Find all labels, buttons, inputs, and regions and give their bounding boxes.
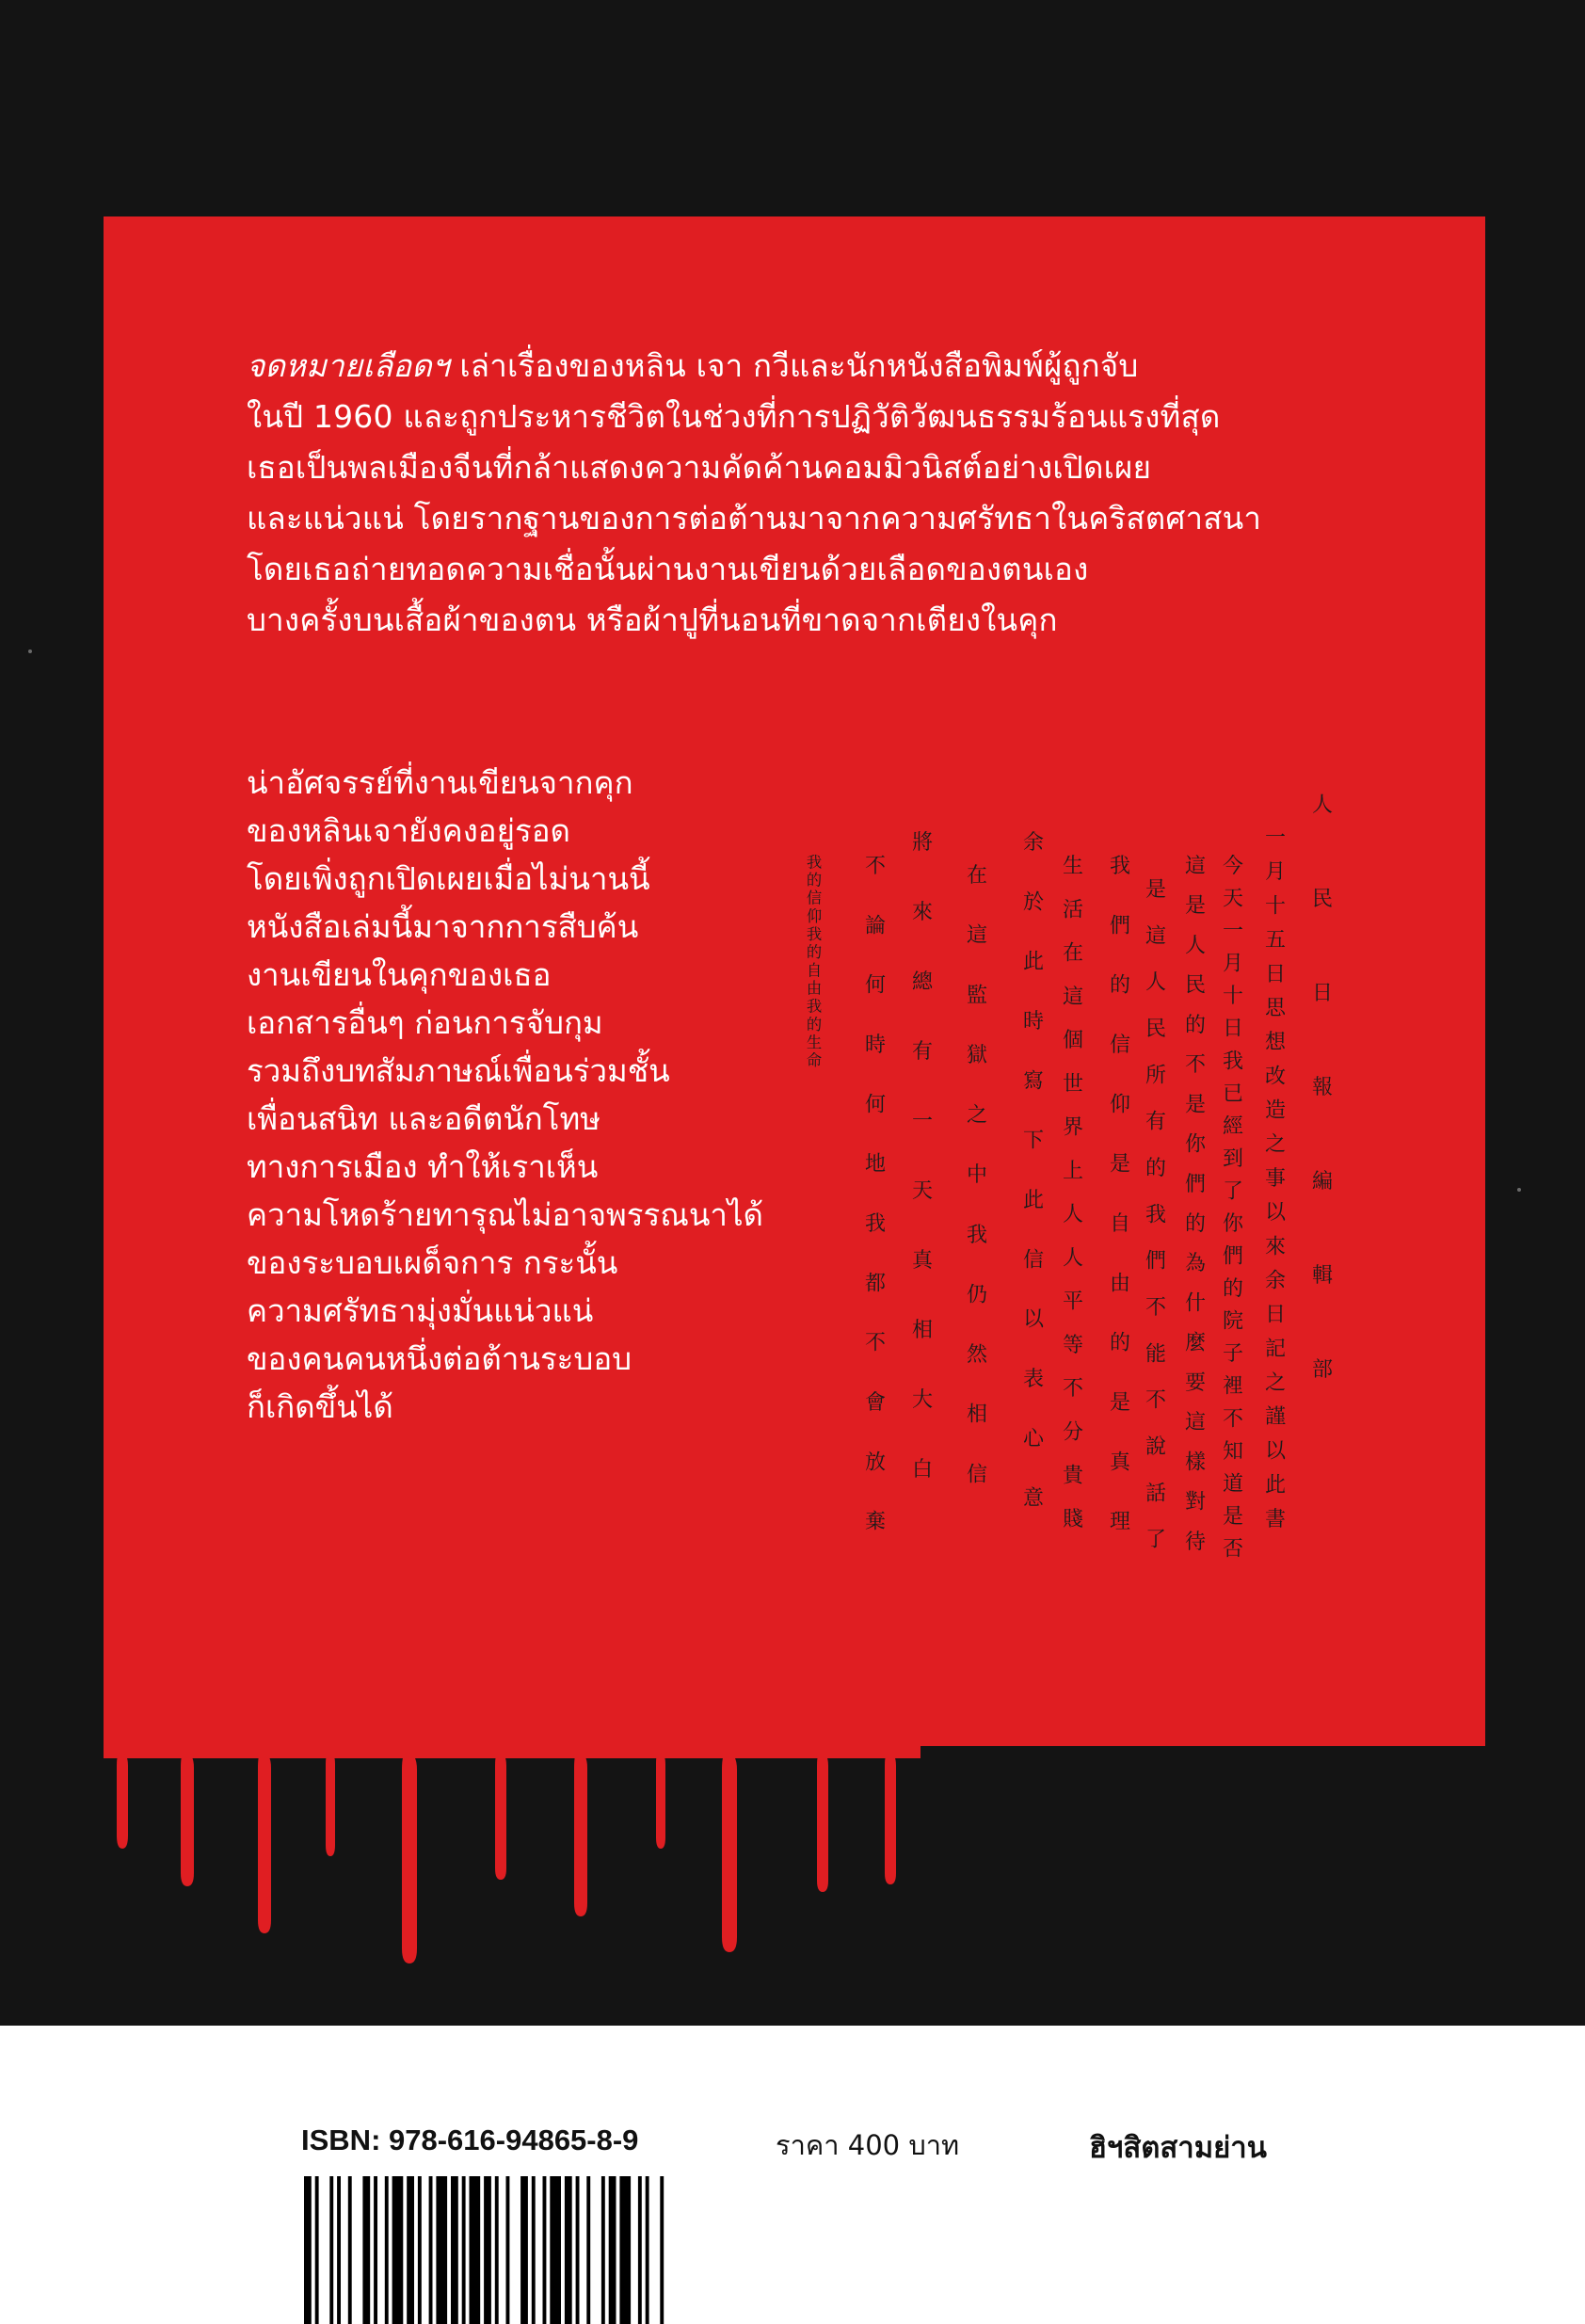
- letter-glyph: 是: [1109, 1391, 1131, 1415]
- letter-glyph: 的: [806, 943, 823, 962]
- letter-glyph: 我: [1109, 855, 1131, 878]
- barcode-bar: [337, 2176, 341, 2324]
- letter-glyph: 民: [1145, 1018, 1167, 1041]
- letter-glyph: 已: [1222, 1082, 1244, 1106]
- letter-glyph: 我: [966, 1223, 988, 1247]
- letter-glyph: 人: [1062, 1203, 1084, 1226]
- letter-glyph: 經: [1222, 1114, 1244, 1139]
- letter-glyph: 樣: [1184, 1450, 1207, 1475]
- body-line: หนังสือเล่มนี้มาจากการสืบค้น: [247, 908, 639, 945]
- letter-glyph: 報: [1311, 1076, 1334, 1099]
- letter-glyph: 之: [1264, 1371, 1287, 1396]
- letter-glyph: 們: [1145, 1249, 1167, 1274]
- letter-glyph: 論: [864, 914, 887, 938]
- barcode-bar: [565, 2176, 572, 2324]
- letter-glyph: 不: [1222, 1407, 1244, 1432]
- letter-glyph: 不: [1184, 1053, 1207, 1078]
- lead-line: และแน่วแน่ โดยรากฐานของการต่อต้านมาจากความศรัทธาในคริสตศาสนา: [247, 500, 1262, 537]
- letter-glyph: 要: [1184, 1370, 1207, 1395]
- lead-line-rest: เล่าเรื่องของหลิน เจา กวีและนักหนังสือพิมพ์ผู้ถูกจับ: [449, 347, 1139, 384]
- letter-glyph: 之: [966, 1103, 988, 1128]
- letter-glyph: 會: [864, 1391, 887, 1415]
- letter-glyph: 相: [911, 1319, 934, 1342]
- barcode-bar: [586, 2176, 590, 2324]
- letter-glyph: 大: [911, 1388, 934, 1412]
- letter-glyph: 余: [1022, 831, 1045, 855]
- letter-glyph: 十: [1222, 985, 1244, 1009]
- letter-glyph: 的: [806, 1015, 823, 1034]
- letter-glyph: 何: [864, 1093, 887, 1117]
- body-line: เอกสารอื่นๆ ก่อนการจับกุม: [247, 1004, 603, 1041]
- letter-glyph: 思: [1264, 996, 1287, 1020]
- lead-line: เธอเป็นพลเมืองจีนที่กล้าแสดงความคัดค้านคอมมิวนิสต์อย่างเปิดเผย: [247, 449, 1152, 486]
- letter-glyph: 人: [1062, 1246, 1084, 1271]
- letter-glyph: 為: [1184, 1252, 1207, 1276]
- body-line: ความศรัทธามุ่งมั่นแน่วแน่: [247, 1292, 594, 1329]
- barcode-bar: [506, 2176, 510, 2324]
- letter-glyph: 人: [1184, 934, 1207, 958]
- letter-glyph: 的: [1109, 1331, 1131, 1355]
- barcode-bar: [470, 2176, 481, 2324]
- letter-glyph: 天: [1222, 887, 1244, 911]
- letter-glyph: 信: [806, 889, 823, 907]
- letter-glyph: 何: [864, 973, 887, 998]
- letter-glyph: 總: [911, 970, 934, 994]
- letter-glyph: 這: [1184, 855, 1207, 878]
- body-line: รวมถึงบทสัมภาษณ์เพื่อนร่วมชั้น: [247, 1052, 670, 1089]
- letter-glyph: 記: [1264, 1337, 1287, 1361]
- letter-glyph: 麼: [1184, 1331, 1207, 1355]
- barcode-bar: [484, 2176, 491, 2324]
- letter-glyph: 是: [1145, 878, 1167, 902]
- barcode-bar: [638, 2176, 642, 2324]
- letter-glyph: 是: [1184, 1093, 1207, 1117]
- letter-glyph: 等: [1062, 1333, 1084, 1357]
- letter-glyph: 分: [1062, 1420, 1084, 1445]
- handwritten-letter-image: [791, 772, 1355, 1600]
- letter-glyph: 造: [1264, 1098, 1287, 1123]
- letter-glyph: 之: [1264, 1132, 1287, 1157]
- letter-glyph: 你: [1222, 1212, 1244, 1236]
- barcode-bar: [576, 2176, 580, 2324]
- letter-column: [1110, 855, 1131, 1534]
- letter-glyph: 想: [1264, 1031, 1287, 1055]
- letter-glyph: 我: [1145, 1203, 1167, 1227]
- letter-glyph: 此: [1022, 1189, 1045, 1212]
- body-line: งานเขียนในคุกของเธอ: [247, 956, 552, 993]
- barcode-strip: [0, 2026, 1585, 2324]
- letter-glyph: 信: [1022, 1248, 1045, 1273]
- letter-glyph: 真: [1109, 1450, 1131, 1475]
- barcode-bar: [436, 2176, 447, 2324]
- letter-glyph: 這: [966, 923, 988, 948]
- letter-glyph: 對: [1184, 1490, 1207, 1515]
- letter-glyph: 仰: [1109, 1093, 1131, 1117]
- letter-glyph: 我: [864, 1212, 887, 1236]
- letter-glyph: 仍: [966, 1283, 988, 1307]
- barcode-bar: [362, 2176, 370, 2324]
- letter-column: [1223, 855, 1244, 1561]
- letter-glyph: 由: [806, 979, 823, 998]
- letter-glyph: 所: [1145, 1064, 1167, 1088]
- letter-glyph: 自: [806, 961, 823, 980]
- letter-glyph: 不: [1145, 1388, 1167, 1413]
- letter-glyph: 世: [1062, 1072, 1084, 1097]
- letter-glyph: 這: [1184, 1411, 1207, 1435]
- letter-glyph: 我: [806, 997, 823, 1016]
- lead-line: ในปี 1960 และถูกประหารชีวิตในช่วงที่การปฏิวัติวัฒนธรรมร้อนแรงที่สุด: [247, 398, 1221, 435]
- letter-glyph: 待: [1184, 1530, 1207, 1554]
- letter-glyph: 了: [1145, 1528, 1167, 1552]
- letter-glyph: 有: [911, 1040, 934, 1064]
- letter-glyph: 我: [806, 853, 823, 872]
- letter-glyph: 相: [966, 1402, 988, 1427]
- letter-glyph: 自: [1109, 1212, 1131, 1236]
- letter-glyph: 獄: [966, 1043, 988, 1067]
- letter-glyph: 信: [1109, 1034, 1131, 1057]
- isbn-label: ISBN: 978-616-94865-8-9: [301, 2124, 639, 2156]
- barcode-bar: [462, 2176, 466, 2324]
- barcode-bar: [660, 2176, 664, 2324]
- barcode-bar: [429, 2176, 433, 2324]
- letter-glyph: 什: [1184, 1291, 1207, 1316]
- letter-glyph: 來: [1264, 1235, 1287, 1259]
- letter-glyph: 的: [1184, 1013, 1207, 1037]
- letter-column: [865, 855, 886, 1534]
- barcode-bar: [601, 2176, 605, 2324]
- letter-glyph: 以: [1022, 1307, 1045, 1332]
- barcode-bar: [520, 2176, 528, 2324]
- letter-glyph: 都: [864, 1272, 887, 1296]
- body-line: ของระบอบเผด็จการ กระนั้น: [247, 1244, 618, 1281]
- letter-glyph: 不: [1145, 1296, 1167, 1320]
- letter-glyph: 人: [1145, 970, 1167, 995]
- body-line: เพื่อนสนิท และอดีตนักโทษ: [247, 1100, 601, 1137]
- letter-glyph: 部: [1311, 1358, 1334, 1382]
- letter-glyph: 我: [1222, 1050, 1244, 1074]
- letter-glyph: 不: [864, 1331, 887, 1355]
- letter-glyph: 輯: [1311, 1264, 1334, 1288]
- letter-glyph: 是: [1184, 894, 1207, 919]
- letter-glyph: 地: [864, 1152, 887, 1177]
- body-line: น่าอัศจรรย์ที่งานเขียนจากคุก: [247, 764, 633, 801]
- letter-glyph: 的: [1222, 1277, 1244, 1302]
- letter-glyph: 時: [1022, 1010, 1045, 1034]
- letter-glyph: 一: [1222, 920, 1244, 944]
- letter-glyph: 意: [1022, 1486, 1045, 1511]
- letter-column: [1312, 793, 1333, 1382]
- letter-column: [1063, 855, 1085, 1531]
- lead-line: โดยเธอถ่ายทอดความเชื่อนั้นผ่านงานเขียนด้วยเลือดของตนเอง: [247, 551, 1089, 587]
- letter-glyph: 此: [1022, 950, 1045, 974]
- letter-glyph: 的: [1145, 1157, 1167, 1180]
- letter-glyph: 的: [1109, 973, 1131, 998]
- letter-column: [1023, 831, 1045, 1511]
- letter-glyph: 能: [1145, 1342, 1167, 1367]
- letter-glyph: 今: [1222, 855, 1244, 878]
- letter-glyph: 是: [1222, 1504, 1244, 1529]
- letter-glyph: 的: [806, 871, 823, 890]
- barcode-bar: [385, 2176, 389, 2324]
- body-line: ของหลินเจายังคงอยู่รอด: [247, 812, 570, 849]
- letter-column: [1145, 878, 1166, 1552]
- barcode: [301, 2176, 674, 2324]
- letter-glyph: 一: [1264, 826, 1287, 850]
- letter-glyph: 月: [1222, 952, 1244, 976]
- publisher-logo: ฮิฯสิตสามย่าน: [1089, 2131, 1267, 2165]
- letter-glyph: 表: [1022, 1368, 1045, 1391]
- body-line: ก็เกิดขึ้นได้: [247, 1388, 393, 1425]
- barcode-bar: [304, 2176, 312, 2324]
- letter-glyph: 民: [1311, 888, 1334, 911]
- body-line: ของคนคนหนึ่งต่อต้านระบอบ: [247, 1340, 632, 1377]
- letter-glyph: 生: [806, 1033, 823, 1051]
- letter-glyph: 真: [911, 1249, 934, 1273]
- letter-glyph: 是: [1109, 1152, 1131, 1177]
- letter-glyph: 活: [1062, 898, 1084, 922]
- lead-paragraph: [247, 341, 1376, 646]
- letter-glyph: 貴: [1062, 1464, 1084, 1488]
- letter-glyph: 道: [1222, 1472, 1244, 1497]
- lead-line: [247, 341, 1376, 392]
- letter-column: [807, 853, 822, 1069]
- body-line: โดยเพิ่งถูกเปิดเผยเมื่อไม่นานนี้: [247, 860, 650, 897]
- letter-glyph: 個: [1062, 1029, 1084, 1052]
- letter-glyph: 這: [1145, 924, 1167, 949]
- letter-glyph: 監: [966, 984, 988, 1008]
- barcode-bar: [609, 2176, 616, 2324]
- letter-glyph: 月: [1264, 860, 1287, 885]
- letter-glyph: 理: [1109, 1510, 1131, 1534]
- letter-column: [1185, 855, 1207, 1554]
- letter-glyph: 們: [1184, 1172, 1207, 1196]
- letter-glyph: 下: [1022, 1129, 1045, 1153]
- letter-glyph: 裡: [1222, 1374, 1244, 1399]
- letter-glyph: 五: [1264, 928, 1287, 953]
- letter-glyph: 平: [1062, 1290, 1084, 1314]
- letter-glyph: 中: [966, 1163, 988, 1188]
- letter-glyph: 放: [864, 1450, 887, 1475]
- lead-line: บางครั้งบนเสื้อผ้าของตน หรือผ้าปูที่นอนที่ขาดจากเตียงในคุก: [247, 601, 1058, 638]
- barcode-bar: [550, 2176, 561, 2324]
- barcode-bar: [392, 2176, 404, 2324]
- letter-glyph: 日: [1222, 1017, 1244, 1041]
- letter-glyph: 謹: [1264, 1405, 1287, 1430]
- letter-glyph: 生: [1062, 855, 1084, 878]
- price-label: ราคา 400 บาท: [776, 2129, 960, 2161]
- barcode-bar: [646, 2176, 649, 2324]
- letter-glyph: 不: [1062, 1377, 1084, 1401]
- letter-glyph: 將: [911, 831, 934, 855]
- letter-glyph: 們: [1222, 1244, 1244, 1269]
- barcode-bar: [329, 2176, 333, 2324]
- letter-glyph: 子: [1222, 1342, 1244, 1367]
- letter-glyph: 棄: [864, 1510, 887, 1534]
- letter-glyph: 於: [1022, 890, 1045, 915]
- barcode-bar: [495, 2176, 499, 2324]
- letter-column: [912, 830, 934, 1482]
- letter-glyph: 人: [1311, 793, 1334, 817]
- letter-glyph: 在: [966, 864, 988, 888]
- letter-column: [1265, 826, 1287, 1531]
- letter-glyph: 然: [966, 1343, 988, 1368]
- letter-glyph: 在: [1062, 941, 1084, 966]
- letter-glyph: 界: [1062, 1115, 1084, 1140]
- body-line: ความโหดร้ายทารุณไม่อาจพรรณนาได้: [247, 1196, 763, 1233]
- barcode-bar: [374, 2176, 377, 2324]
- body-line: ทางการเมือง ทำให้เราเห็น: [247, 1148, 599, 1185]
- letter-glyph: 命: [806, 1051, 823, 1070]
- letter-glyph: 時: [864, 1034, 887, 1057]
- letter-glyph: 心: [1022, 1427, 1045, 1451]
- letter-glyph: 仰: [806, 906, 823, 925]
- letter-glyph: 了: [1222, 1179, 1244, 1204]
- letter-glyph: 日: [1311, 982, 1334, 1005]
- letter-glyph: 來: [911, 901, 934, 924]
- book-title: จดหมายเลือดฯ: [247, 347, 450, 384]
- barcode-bar: [619, 2176, 631, 2324]
- letter-glyph: 由: [1109, 1272, 1131, 1296]
- letter-glyph: 事: [1264, 1166, 1287, 1191]
- letter-glyph: 余: [1264, 1269, 1287, 1293]
- letter-glyph: 說: [1145, 1435, 1167, 1459]
- letter-glyph: 編: [1311, 1170, 1334, 1194]
- letter-glyph: 寫: [1022, 1069, 1045, 1094]
- letter-glyph: 這: [1062, 985, 1084, 1009]
- letter-glyph: 以: [1264, 1439, 1287, 1464]
- letter-glyph: 院: [1222, 1309, 1244, 1334]
- letter-glyph: 我: [806, 924, 823, 943]
- letter-glyph: 上: [1062, 1159, 1084, 1183]
- letter-glyph: 信: [966, 1463, 988, 1487]
- letter-glyph: 書: [1264, 1507, 1287, 1531]
- letter-glyph: 的: [1184, 1212, 1207, 1236]
- barcode-bar: [315, 2176, 319, 2324]
- letter-glyph: 到: [1222, 1146, 1244, 1171]
- letter-glyph: 日: [1264, 962, 1287, 986]
- letter-glyph: 你: [1184, 1132, 1207, 1157]
- letter-glyph: 有: [1145, 1110, 1167, 1134]
- barcode-bar: [532, 2176, 536, 2324]
- barcode-bar: [451, 2176, 458, 2324]
- barcode-bar: [543, 2176, 547, 2324]
- letter-glyph: 不: [864, 855, 887, 878]
- letter-glyph: 話: [1145, 1482, 1167, 1506]
- letter-glyph: 知: [1222, 1439, 1244, 1464]
- barcode-bar: [348, 2176, 352, 2324]
- letter-glyph: 們: [1109, 914, 1131, 938]
- letter-glyph: 白: [911, 1458, 934, 1482]
- letter-glyph: 以: [1264, 1201, 1287, 1226]
- letter-glyph: 天: [911, 1179, 934, 1203]
- barcode-bar: [418, 2176, 422, 2324]
- letter-glyph: 十: [1264, 894, 1287, 919]
- letter-glyph: 否: [1222, 1537, 1244, 1562]
- barcode-bar: [407, 2176, 414, 2324]
- letter-glyph: 日: [1264, 1303, 1287, 1327]
- letter-glyph: 一: [911, 1110, 934, 1133]
- letter-glyph: 改: [1264, 1065, 1287, 1089]
- letter-glyph: 賤: [1062, 1507, 1084, 1531]
- second-paragraph: [247, 759, 811, 1431]
- letter-glyph: 民: [1184, 973, 1207, 998]
- letter-column: [967, 864, 988, 1486]
- letter-glyph: 此: [1264, 1473, 1287, 1498]
